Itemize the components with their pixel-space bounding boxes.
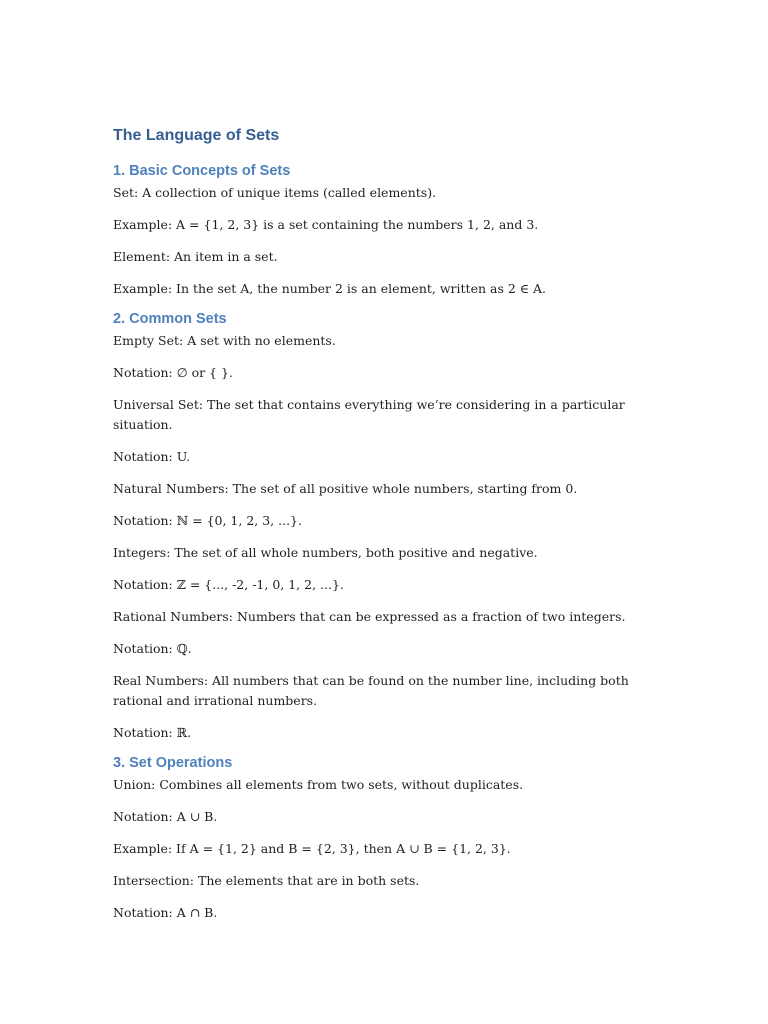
paragraph: Notation: ℚ. bbox=[113, 641, 192, 656]
paragraph: Union: Combines all elements from two sets, without duplicates. bbox=[113, 777, 524, 792]
paragraph: Notation: ∅ or { }. bbox=[113, 365, 233, 380]
paragraph: Element: An item in a set. bbox=[113, 249, 278, 264]
paragraph: Notation: U. bbox=[113, 449, 191, 464]
paragraph: Notation: ℕ = {0, 1, 2, 3, ...}. bbox=[113, 513, 302, 528]
paragraph: Notation: A ∩ B. bbox=[113, 905, 218, 920]
paragraph: Universal Set: The set that contains everything we’re considering in a particular situation. bbox=[113, 397, 625, 432]
section-heading: 2. Common Sets bbox=[113, 311, 227, 327]
section-heading: 1. Basic Concepts of Sets bbox=[113, 163, 291, 179]
paragraph: Real Numbers: All numbers that can be found on the number line, including both rational and irrational numbers. bbox=[113, 673, 629, 708]
paragraph: Set: A collection of unique items (called elements). bbox=[113, 185, 437, 200]
paragraph: Natural Numbers: The set of all positive whole numbers, starting from 0. bbox=[113, 481, 578, 496]
paragraph: Notation: ℤ = {..., -2, -1, 0, 1, 2, ...}. bbox=[113, 577, 344, 592]
document-title: The Language of Sets bbox=[113, 127, 280, 144]
paragraph: Empty Set: A set with no elements. bbox=[113, 333, 336, 348]
paragraph: Intersection: The elements that are in both sets. bbox=[113, 873, 420, 888]
paragraph: Notation: A ∪ B. bbox=[113, 809, 218, 824]
section-set-operations bbox=[113, 753, 648, 923]
paragraph: Notation: ℝ. bbox=[113, 725, 192, 740]
section-common-sets bbox=[113, 309, 648, 743]
paragraph: Rational Numbers: Numbers that can be expressed as a fraction of two integers. bbox=[113, 609, 626, 624]
paragraph: Integers: The set of all whole numbers, both positive and negative. bbox=[113, 545, 538, 560]
paragraph: Example: In the set A, the number 2 is an element, written as 2 ∈ A. bbox=[113, 281, 546, 296]
section-basic-concepts bbox=[113, 161, 648, 299]
section-heading: 3. Set Operations bbox=[113, 755, 233, 771]
paragraph: Example: A = {1, 2, 3} is a set containing the numbers 1, 2, and 3. bbox=[113, 217, 539, 232]
paragraph: Example: If A = {1, 2} and B = {2, 3}, then A ∪ B = {1, 2, 3}. bbox=[113, 841, 511, 856]
